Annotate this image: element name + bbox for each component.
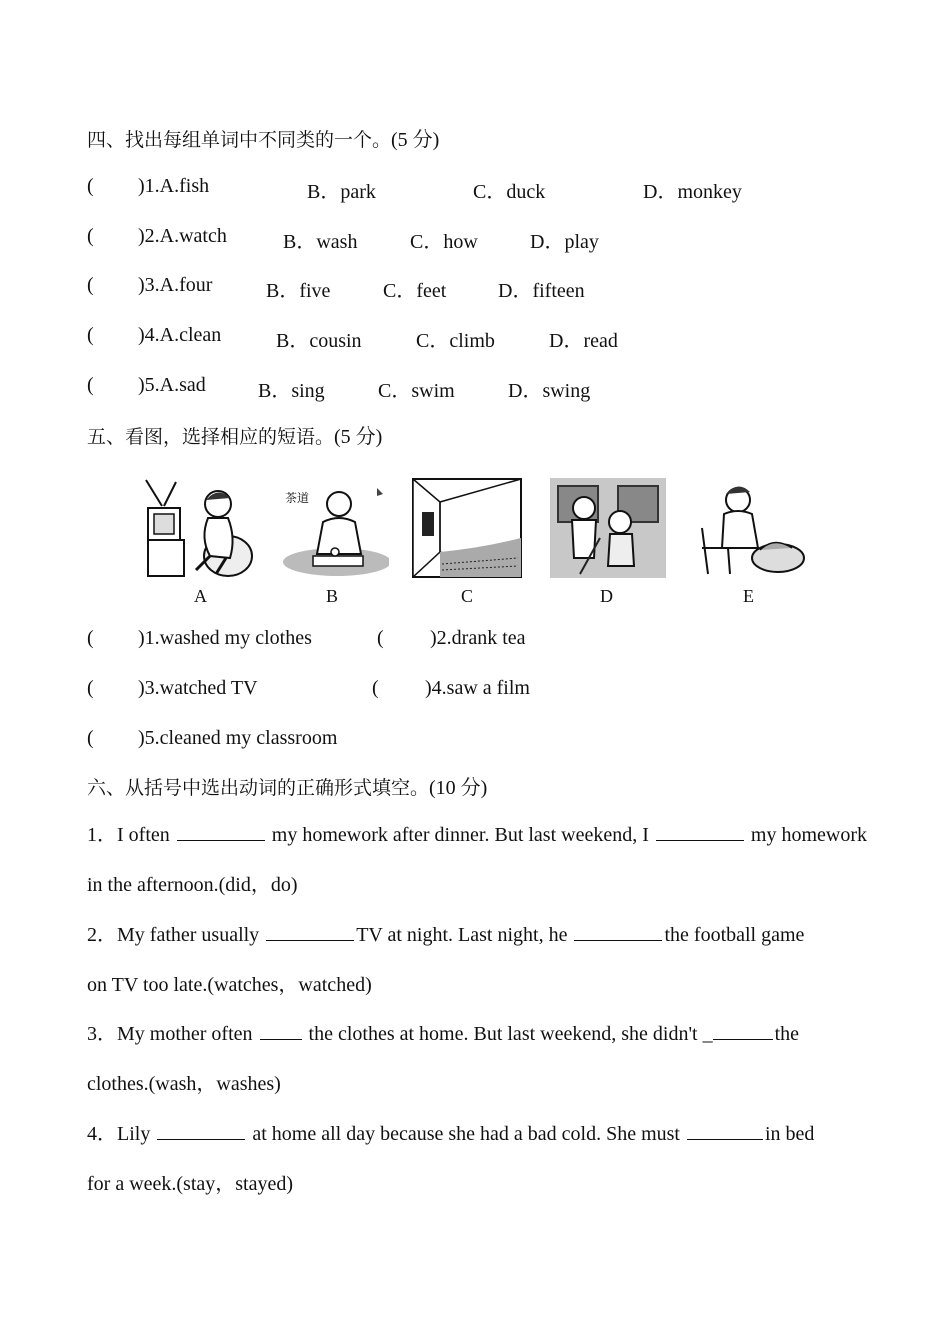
question-1-text: 1．I often — [87, 824, 170, 846]
section-4-score: (5 分) — [391, 129, 440, 151]
picture-d-cleaning-classroom — [550, 478, 666, 578]
answer-paren[interactable]: ( — [87, 175, 94, 197]
question-1-line-2 — [87, 872, 298, 898]
option-d: D．play — [530, 231, 599, 253]
option-b: B．five — [266, 280, 331, 302]
option-d: D．swing — [508, 380, 591, 402]
blank-input[interactable] — [574, 922, 662, 941]
question-4-text: for a week.(stay，stayed) — [87, 1173, 294, 1195]
question-3-line-1 — [87, 1021, 799, 1047]
section-4-title: 四、找出每组单词中不同类的一个。 — [87, 129, 392, 151]
section-6-title: 六、从括号中选出动词的正确形式填空。 — [87, 777, 430, 799]
question-3-text: the — [774, 1023, 800, 1045]
question-2-line-2 — [87, 972, 372, 998]
picture-label-c: C — [461, 586, 474, 606]
question-3-text: 3．My mother often — [87, 1023, 253, 1045]
phrase: )2.drank tea — [430, 627, 526, 649]
picture-label-d: D — [600, 586, 613, 606]
question-4-line-1 — [87, 1121, 814, 1147]
question-1-text: in the afternoon.(did，do) — [87, 874, 298, 896]
answer-paren[interactable]: ( — [87, 627, 94, 649]
blank-input[interactable] — [656, 822, 744, 841]
answer-paren[interactable]: ( — [87, 274, 94, 296]
picture-label-a: A — [194, 586, 207, 606]
picture-label-b: B — [326, 586, 339, 606]
section-5-heading — [87, 424, 382, 450]
question-1-text: my homework — [750, 824, 867, 846]
option-c: C．swim — [378, 380, 455, 402]
blank-input[interactable] — [260, 1021, 302, 1040]
question-2-text: on TV too late.(watches，watched) — [87, 974, 372, 996]
picture-a-watching-tv — [140, 478, 256, 578]
picture-e-washing-clothes — [688, 478, 806, 578]
option-c: C．duck — [473, 181, 546, 203]
question-2-text: 2．My father usually — [87, 924, 260, 946]
answer-paren[interactable]: ( — [372, 677, 379, 699]
blank-input[interactable] — [157, 1121, 245, 1140]
blank-input[interactable] — [266, 922, 354, 941]
question-3-line-2 — [87, 1071, 281, 1097]
question-4-text: 4．Lily — [87, 1123, 151, 1145]
option-a: )3.A.four — [138, 274, 213, 296]
phrase: )4.saw a film — [425, 677, 530, 699]
option-d: D．read — [549, 330, 618, 352]
phrase: )1.washed my clothes — [138, 627, 312, 649]
phrase: )5.cleaned my classroom — [138, 727, 338, 749]
option-a: )4.A.clean — [138, 324, 222, 346]
blank-input[interactable] — [177, 822, 265, 841]
blank-input[interactable] — [687, 1121, 763, 1140]
answer-paren[interactable]: ( — [87, 727, 94, 749]
section-5-score: (5 分) — [334, 426, 383, 448]
question-4-text: in bed — [765, 1123, 815, 1145]
answer-paren[interactable]: ( — [87, 225, 94, 247]
section-6-heading — [87, 775, 487, 801]
answer-paren[interactable]: ( — [87, 374, 94, 396]
question-3-text: clothes.(wash，washes) — [87, 1073, 281, 1095]
question-4-text: at home all day because she had a bad cold. She must — [252, 1123, 680, 1145]
question-3-text: the clothes at home. But last weekend, she didn't _ — [308, 1023, 713, 1045]
picture-b-drinking-tea — [279, 478, 389, 578]
section-4-heading — [87, 127, 439, 153]
picture-b-text: 茶道 — [285, 491, 310, 505]
option-b: B．cousin — [276, 330, 362, 352]
blank-input[interactable] — [713, 1021, 773, 1040]
section-6-score: (10 分) — [429, 777, 488, 799]
option-c: C．feet — [383, 280, 447, 302]
option-a: )5.A.sad — [138, 374, 206, 396]
answer-paren[interactable]: ( — [87, 324, 94, 346]
option-d: D．monkey — [643, 181, 742, 203]
answer-paren[interactable]: ( — [87, 677, 94, 699]
option-c: C．how — [410, 231, 478, 253]
section-5-title: 五、看图，选择相应的短语。 — [87, 426, 335, 448]
option-b: B．wash — [283, 231, 358, 253]
question-2-text: the football game — [664, 924, 805, 946]
question-2-text: TV at night. Last night, he — [356, 924, 568, 946]
option-c: C．climb — [416, 330, 495, 352]
phrase: )3.watched TV — [138, 677, 258, 699]
answer-paren[interactable]: ( — [377, 627, 384, 649]
question-2-line-1 — [87, 922, 804, 948]
picture-label-e: E — [743, 586, 754, 606]
picture-c-cinema — [412, 478, 522, 578]
question-1-text: my homework after dinner. But last weekend, I — [271, 824, 649, 846]
question-1-line-1 — [87, 822, 867, 848]
option-d: D．fifteen — [498, 280, 585, 302]
option-a: )2.A.watch — [138, 225, 227, 247]
option-a: )1.A.fish — [138, 175, 210, 197]
question-4-line-2 — [87, 1171, 293, 1197]
option-b: B．sing — [258, 380, 325, 402]
option-b: B．park — [307, 181, 376, 203]
